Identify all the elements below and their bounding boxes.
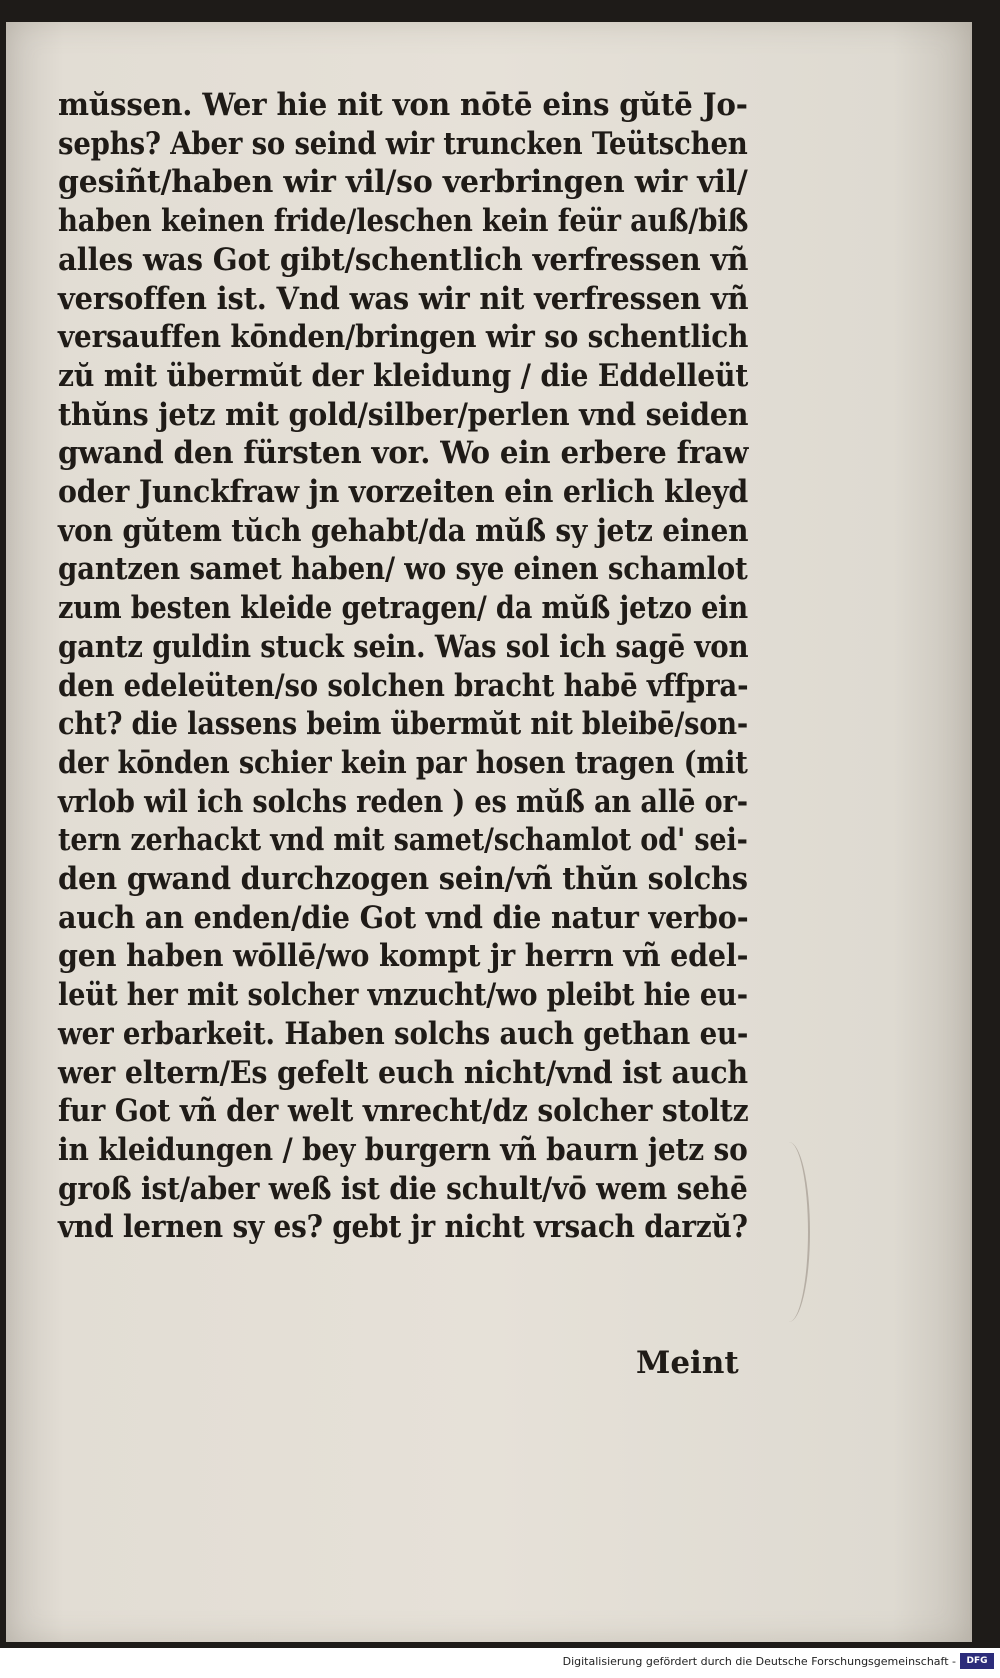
text-line: zum besten kleide getragen/ da mŭß jetzo ein — [58, 590, 748, 627]
text-line: wer eltern/Es gefelt euch nicht/vnd ist auch — [58, 1054, 748, 1091]
text-line: versauffen kōnden/bringen wir so schentlich — [58, 319, 749, 356]
body-text — [58, 86, 758, 1247]
text-line: tern zerhackt vnd mit samet/schamlot od' sei- — [58, 822, 748, 859]
text-line: sephs? Aber so seind wir truncken Teütschen — [58, 125, 748, 162]
catchword: Meint — [636, 1345, 739, 1381]
text-line: von gŭtem tŭch gehabt/da mŭß sy jetz einen — [58, 512, 749, 549]
text-line: cht? die lassens beim übermŭt nit bleibē/son- — [58, 706, 749, 743]
text-line: thŭns jetz mit gold/silber/perlen vnd seiden — [58, 396, 749, 433]
text-line: zŭ mit übermŭt der kleidung / die Eddelleüt — [58, 357, 749, 394]
text-line: wer erbarkeit. Haben solchs auch gethan eu- — [58, 1015, 749, 1052]
text-line: mŭssen. Wer hie nit von nōtē eins gŭtē Jo- — [58, 87, 748, 123]
text-line: gantzen samet haben/ wo sye einen schamlot — [58, 551, 748, 588]
paper-crease — [768, 1142, 810, 1322]
text-line: den gwand durchzogen sein/vñ thŭn solchs — [58, 861, 748, 898]
dfg-logo: DFG — [960, 1653, 994, 1669]
text-line: gwand den fürsten vor. Wo ein erbere fraw — [58, 435, 749, 472]
text-line: gesiñt/haben wir vil/so verbringen wir vil/ — [58, 164, 748, 201]
text-line: oder Junckfraw jn vorzeiten ein erlich kleyd — [58, 474, 749, 511]
text-line: den edeleüten/so solchen bracht habē vffpra- — [58, 667, 749, 704]
text-line: groß ist/aber weß ist die schult/vō wem sehē — [58, 1170, 748, 1207]
text-line: gantz guldin stuck sein. Was sol ich sagē von — [58, 628, 749, 665]
text-line: fur Got vñ der welt vnrecht/dz solcher stoltz — [58, 1093, 749, 1130]
text-line: gen haben wōllē/wo kompt jr herrn vñ edel- — [58, 938, 749, 975]
text-line: vnd lernen sy es? gebt jr nicht vrsach darzŭ? — [58, 1209, 748, 1246]
digitization-credit: Digitalisierung gefördert durch die Deutsche Forschungsgemeinschaft - — [562, 1655, 956, 1668]
text-line: alles was Got gibt/schentlich verfressen vñ — [58, 241, 749, 278]
text-line: leüt her mit solcher vnzucht/wo pleibt hie eu- — [58, 977, 748, 1014]
text-line: der kōnden schier kein par hosen tragen (mit — [58, 744, 748, 781]
book-page — [6, 22, 972, 1642]
text-line: auch an enden/die Got vnd die natur verbo- — [58, 899, 749, 936]
text-line: vrlob wil ich solchs reden ) es mŭß an allē or- — [58, 783, 748, 820]
text-line: haben keinen fride/leschen kein feür auß/biß — [58, 203, 749, 240]
text-line: versoffen ist. Vnd was wir nit verfressen vñ — [58, 280, 749, 317]
footer-bar — [0, 1648, 1000, 1678]
text-line: in kleidungen / bey burgern vñ baurn jetz so — [58, 1131, 748, 1168]
